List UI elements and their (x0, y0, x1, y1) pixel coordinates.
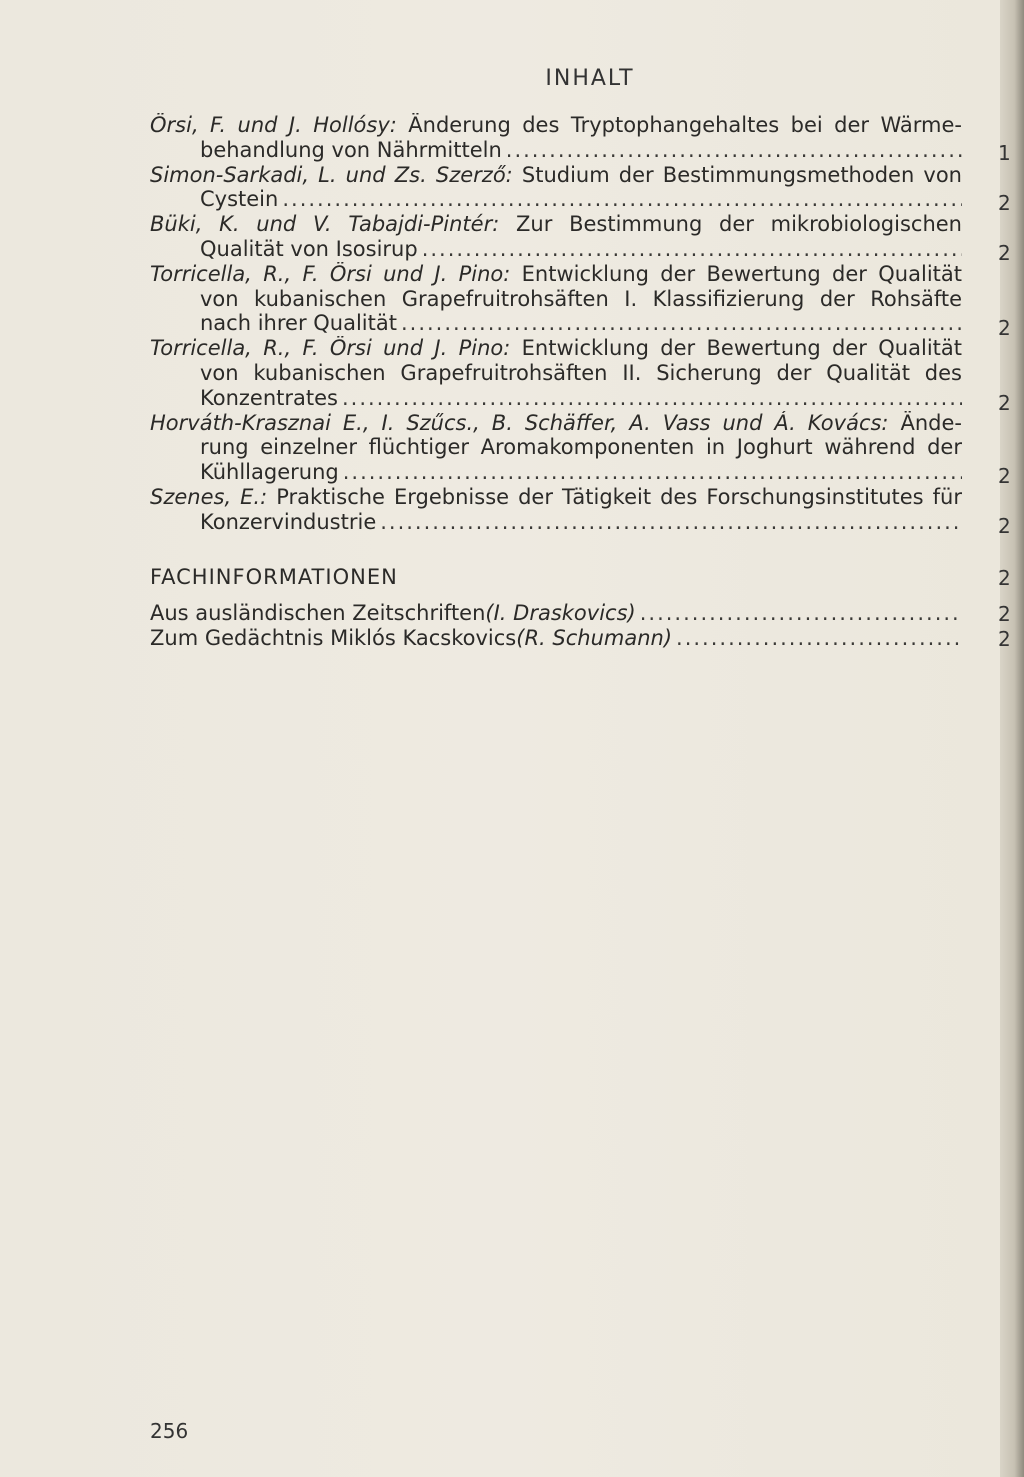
toc-page-number: 2 (998, 464, 1011, 488)
toc-entry-title: Ände- (888, 410, 962, 435)
section-heading: FACHINFORMATIONEN (150, 565, 398, 589)
toc-page-number: 2 (998, 316, 1011, 340)
toc-entry-title-end: Qualität von Isosirup (200, 236, 418, 261)
toc-page-number: 2 (998, 514, 1011, 538)
toc-entry (150, 336, 962, 410)
toc-entry-title-end: Konzervindustrie (200, 509, 377, 534)
toc-entry-authors: Horváth-Krasznai E., I. Szűcs., B. Schäffer, A. Vass und Á. Kovács: (150, 410, 889, 435)
page-edge-shadow (1000, 0, 1024, 1477)
toc-entry-authors: (R. Schumann) (516, 625, 673, 650)
toc-entry-title: Praktische Ergebnisse der Tätigkeit des Forschungsinstitutes für (267, 484, 962, 509)
page-folio-number: 256 (150, 1419, 189, 1443)
toc-entry-authors: Torricella, R., F. Örsi und J. Pino: (150, 261, 511, 286)
toc-entry-authors: Szenes, E.: (150, 484, 268, 509)
leader-dots (342, 386, 962, 411)
toc-entry-title-end: Kühllagerung (200, 460, 339, 485)
page-heading: INHALT (545, 66, 635, 91)
table-of-contents (150, 113, 962, 535)
fachinformationen-list (150, 601, 962, 651)
toc-entry-title-cont: von kubanischen Grapefruitrohsäften II. Sicherung der Qualität des (200, 360, 962, 385)
toc-entry-title: Aus ausländischen Zeitschriften (150, 601, 486, 625)
leader-dots (676, 626, 962, 651)
toc-entry (150, 212, 962, 262)
toc-entry-authors: Simon-Sarkadi, L. und Zs. Szerző: (150, 162, 513, 187)
toc-entry-authors: Torricella, R., F. Örsi und J. Pino: (150, 336, 511, 361)
toc-entry (150, 163, 962, 213)
toc-entry (150, 485, 962, 535)
toc-page-number: 2 (998, 602, 1011, 626)
toc-entry-authors: Büki, K. und V. Tabajdi-Pintér: (150, 212, 500, 237)
toc-entry (150, 601, 962, 626)
section-page-number: 2 (998, 566, 1011, 590)
toc-entry (150, 626, 962, 651)
toc-page-number: 2 (998, 391, 1011, 415)
toc-entry-authors: Örsi, F. und J. Hollósy: (150, 113, 397, 137)
toc-page-number: 2 (998, 241, 1011, 265)
toc-page-number: 1 (998, 141, 1011, 165)
leader-dots (506, 138, 962, 163)
leader-dots (422, 237, 962, 262)
toc-page-number: 2 (998, 627, 1011, 651)
toc-entry-title: Studium der Bestimmungsmethoden von (512, 162, 962, 187)
toc-entry-authors: (I. Draskovics) (485, 601, 636, 625)
toc-page-number: 2 (998, 191, 1011, 215)
toc-entry-title-cont: von kubanischen Grapefruitrohsäften I. Klassifizierung der Rohsäfte (200, 286, 962, 311)
leader-dots (640, 601, 962, 626)
toc-entry-title-cont: rung einzelner flüchtiger Aromakomponenten in Joghurt während der (200, 435, 962, 460)
leader-dots (282, 187, 962, 212)
toc-entry (150, 262, 962, 336)
toc-entry-title: Änderung des Tryptophangehaltes bei der Wärme- (396, 113, 962, 137)
toc-entry-title: Entwicklung der Bewertung der Qualität (510, 336, 962, 361)
toc-entry-title-end: behandlung von Nährmitteln (200, 137, 502, 162)
leader-dots (380, 510, 962, 535)
leader-dots (401, 311, 962, 336)
toc-entry (150, 411, 962, 485)
toc-entry (150, 113, 962, 163)
toc-entry-title-end: Cystein (200, 187, 279, 212)
toc-entry-title: Zum Gedächtnis Miklós Kacskovics (150, 625, 517, 650)
toc-entry-title-end: Konzentrates (200, 385, 338, 410)
toc-entry-title-end: nach ihrer Qualität (200, 311, 397, 336)
toc-entry-title: Zur Bestimmung der mikrobiologischen (499, 212, 962, 237)
leader-dots (343, 460, 962, 485)
toc-entry-title: Entwicklung der Bewertung der Qualität (510, 261, 962, 286)
